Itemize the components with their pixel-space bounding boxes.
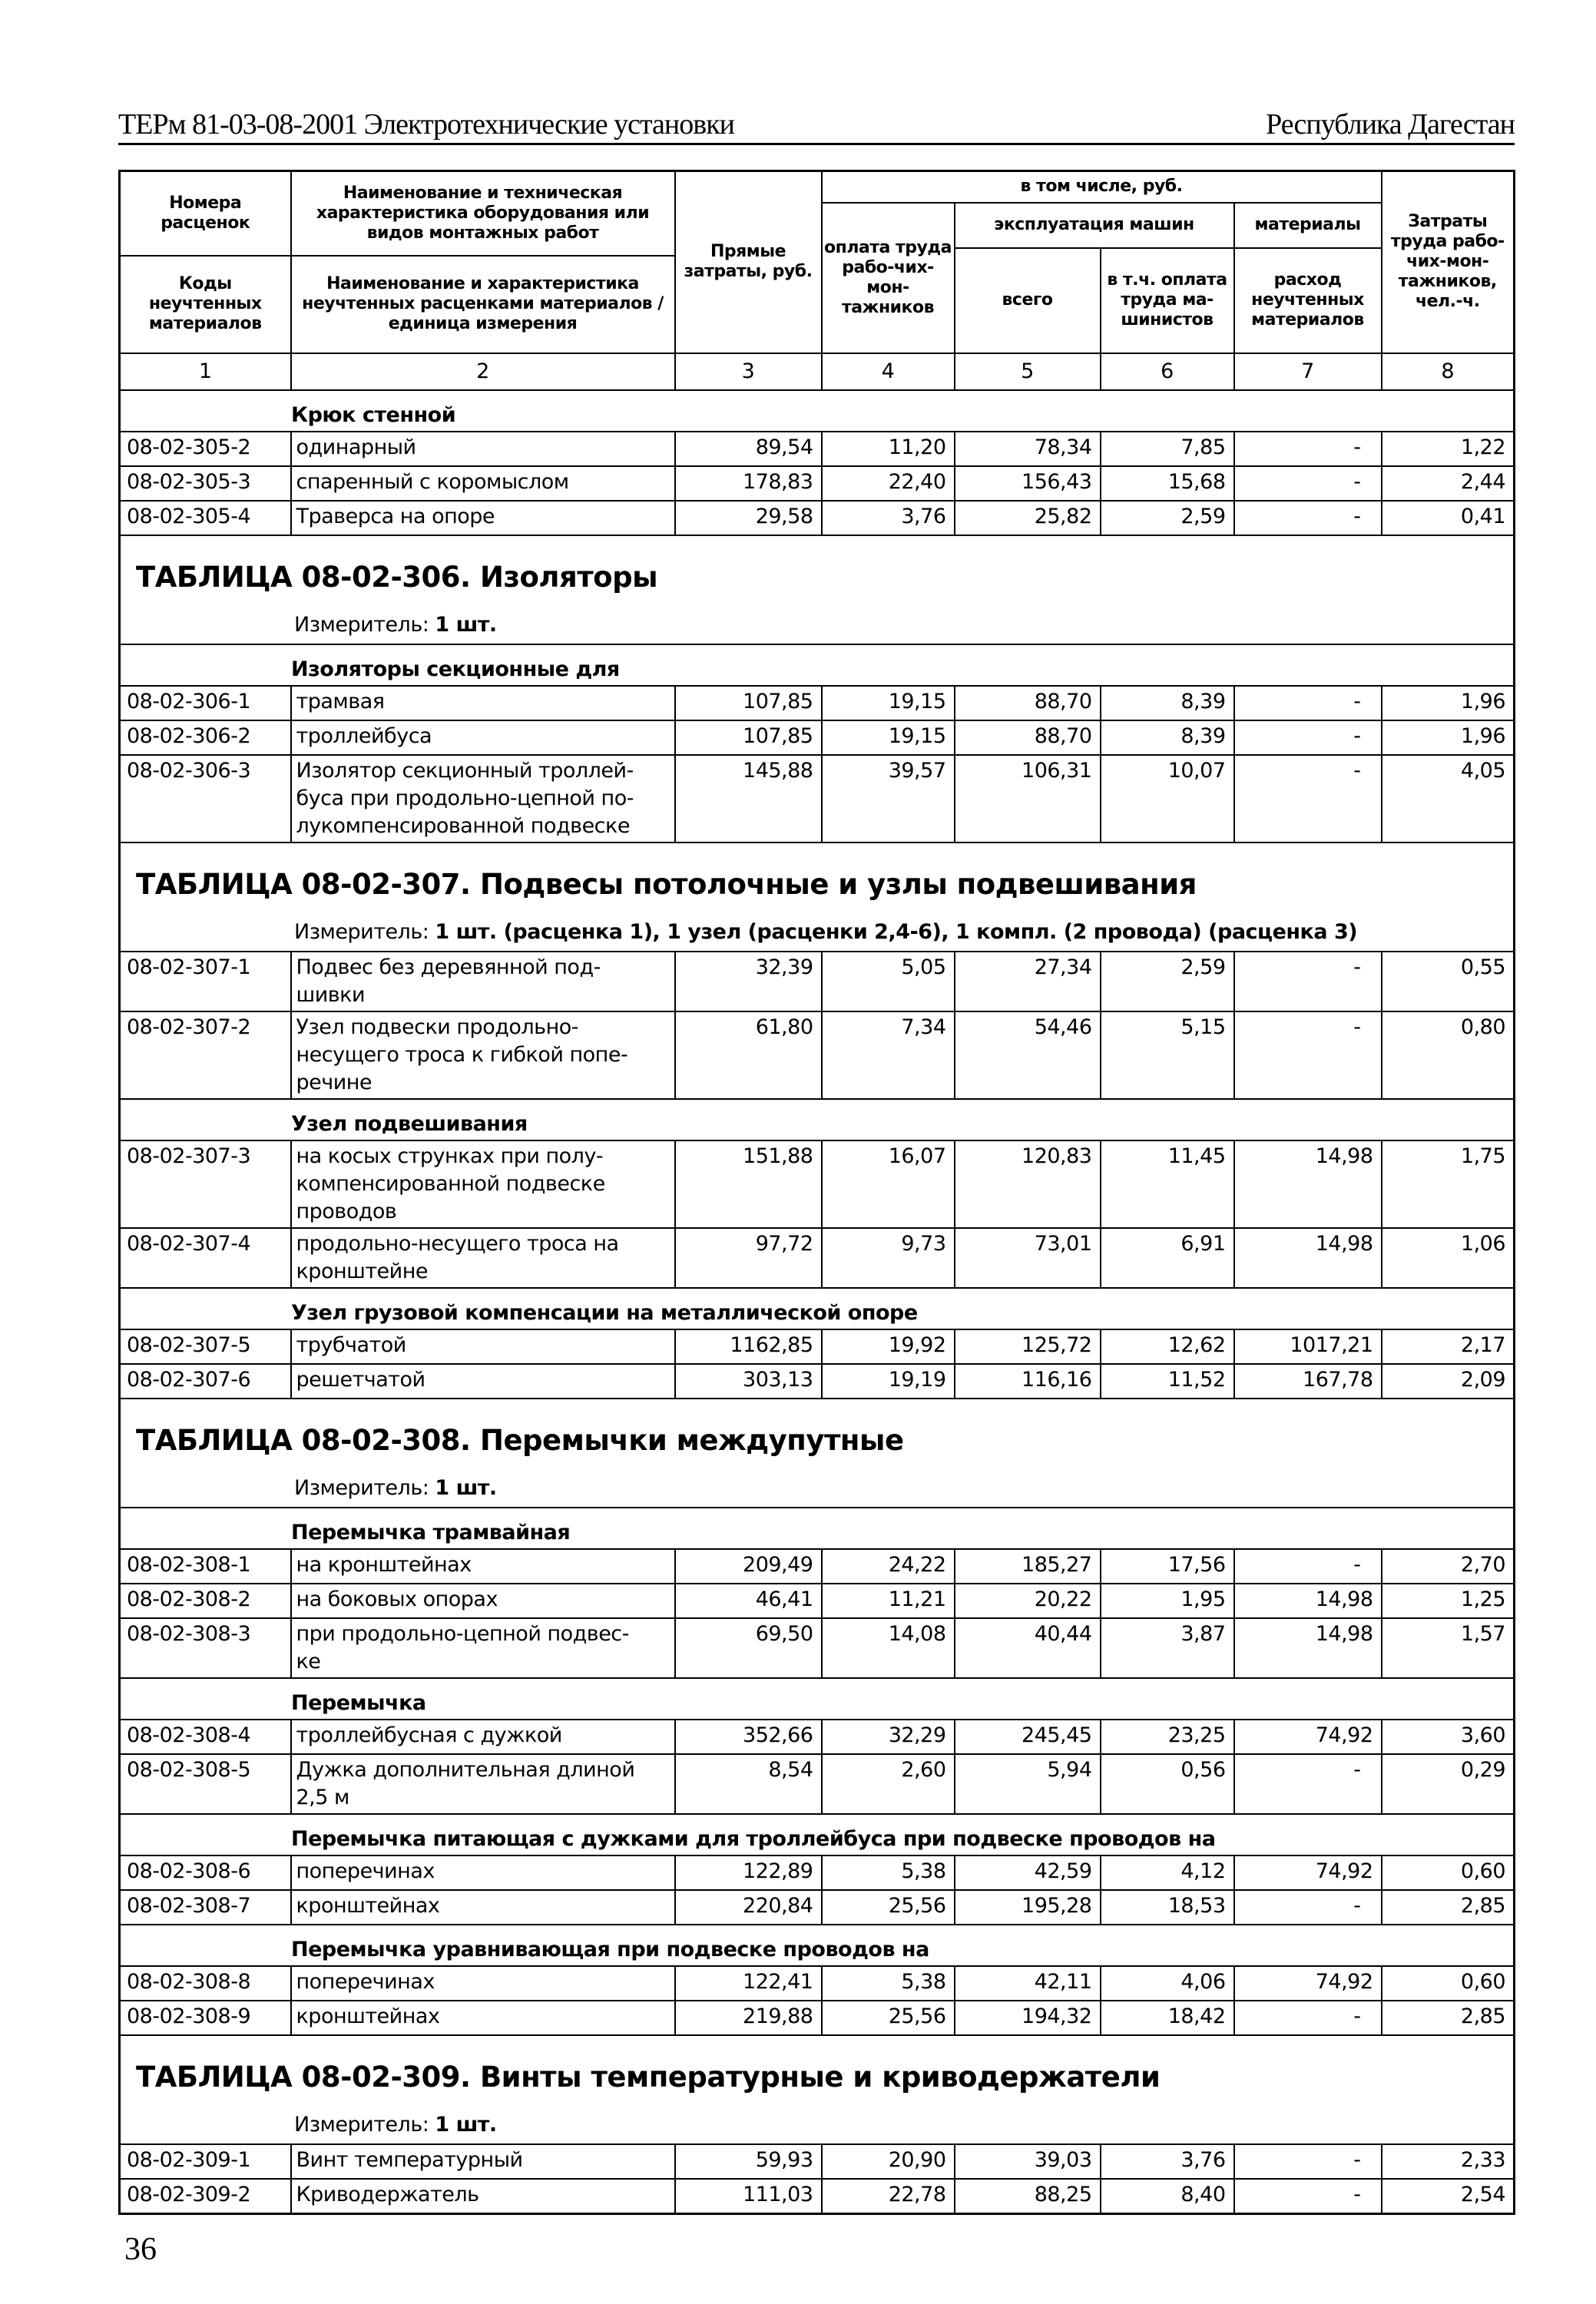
materials-cost: - — [1234, 2001, 1382, 2035]
group-title: Перемычка уравнивающая при подвеске проводов на — [120, 1925, 1515, 1966]
table-row — [120, 755, 1515, 842]
group-title: Перемычка — [120, 1678, 1515, 1720]
work-name: трамвая — [291, 686, 675, 720]
rate-code: 08-02-308-2 — [120, 1584, 291, 1618]
rate-code: 08-02-308-9 — [120, 2001, 291, 2035]
rate-code: 08-02-308-4 — [120, 1720, 291, 1754]
work-name: продольно-несущего троса на кронштейне — [291, 1228, 675, 1288]
column-number: 3 — [675, 353, 822, 390]
col-header-materials: материалы — [1234, 203, 1382, 248]
worker-pay: 19,92 — [822, 1329, 955, 1364]
group-title: Изоляторы секционные для — [120, 644, 1515, 686]
work-name: решетчатой — [291, 1364, 675, 1399]
group-title: Узел подвешивания — [120, 1099, 1515, 1140]
materials-cost: - — [1234, 432, 1382, 466]
col-header-rate-numbers: Номера расценок — [120, 171, 291, 256]
machines-total: 27,34 — [955, 952, 1101, 1011]
materials-cost: 74,92 — [1234, 1855, 1382, 1890]
work-name: спаренный с коромыслом — [291, 466, 675, 501]
work-name: при продольно-цепной подвес- ке — [291, 1618, 675, 1678]
labor-hours: 1,25 — [1382, 1584, 1515, 1618]
machinist-pay: 11,45 — [1101, 1140, 1234, 1228]
rate-code: 08-02-306-3 — [120, 755, 291, 842]
materials-cost: 167,78 — [1234, 1364, 1382, 1399]
machines-total: 40,44 — [955, 1618, 1101, 1678]
machines-total: 125,72 — [955, 1329, 1101, 1364]
machines-total: 116,16 — [955, 1364, 1101, 1399]
measure-value: 1 шт. (расценка 1), 1 узел (расценки 2,4-6), 1 компл. (2 провода) (расценка 3) — [435, 919, 1358, 944]
direct-costs: 219,88 — [675, 2001, 822, 2035]
col-header-machinist-pay: в т.ч. оплата труда ма-шинистов — [1101, 248, 1234, 353]
measure-label: Измеритель: — [294, 919, 435, 944]
worker-pay: 9,73 — [822, 1228, 955, 1288]
machines-total: 106,31 — [955, 755, 1101, 842]
table-row — [120, 1618, 1515, 1678]
machines-total: 20,22 — [955, 1584, 1101, 1618]
section-measure — [294, 611, 497, 639]
running-header — [118, 106, 1515, 145]
group-row — [120, 1925, 1515, 1966]
section-title: ТАБЛИЦА 08-02-309. Винты температурные и криводержатели — [136, 2060, 1161, 2094]
machines-total: 88,70 — [955, 720, 1101, 755]
section-title: ТАБЛИЦА 08-02-306. Изоляторы — [136, 560, 658, 594]
worker-pay: 11,20 — [822, 432, 955, 466]
machinist-pay: 7,85 — [1101, 432, 1234, 466]
machines-total: 185,27 — [955, 1549, 1101, 1584]
direct-costs: 220,84 — [675, 1890, 822, 1925]
labor-hours: 2,44 — [1382, 466, 1515, 501]
work-name: одинарный — [291, 432, 675, 466]
col-header-machines-total: всего — [955, 248, 1101, 353]
table-row — [120, 952, 1515, 1011]
column-numbers-row — [120, 353, 1515, 390]
group-row — [120, 644, 1515, 686]
table-row — [120, 2001, 1515, 2035]
section-measure — [294, 1475, 497, 1502]
worker-pay: 25,56 — [822, 2001, 955, 2035]
machinist-pay: 12,62 — [1101, 1329, 1234, 1364]
table-row — [120, 2144, 1515, 2179]
group-row — [120, 1288, 1515, 1329]
work-name: кронштейнах — [291, 2001, 675, 2035]
direct-costs: 352,66 — [675, 1720, 822, 1754]
work-name: троллейбуса — [291, 720, 675, 755]
materials-cost: 14,98 — [1234, 1228, 1382, 1288]
labor-hours: 2,70 — [1382, 1549, 1515, 1584]
worker-pay: 7,34 — [822, 1011, 955, 1099]
rate-code: 08-02-308-1 — [120, 1549, 291, 1584]
materials-cost: - — [1234, 1011, 1382, 1099]
worker-pay: 22,78 — [822, 2179, 955, 2214]
labor-hours: 2,85 — [1382, 2001, 1515, 2035]
table-row — [120, 720, 1515, 755]
section-title: ТАБЛИЦА 08-02-308. Перемычки междупутные — [136, 1423, 904, 1457]
direct-costs: 8,54 — [675, 1754, 822, 1814]
machines-total: 194,32 — [955, 2001, 1101, 2035]
labor-hours: 2,33 — [1382, 2144, 1515, 2179]
column-number: 2 — [291, 353, 675, 390]
labor-hours: 0,29 — [1382, 1754, 1515, 1814]
col-header-worker-pay: оплата труда рабо-чих-мон-тажников — [822, 203, 955, 353]
materials-cost: - — [1234, 501, 1382, 535]
table-section-heading — [120, 842, 1515, 952]
worker-pay: 2,60 — [822, 1754, 955, 1814]
machines-total: 88,70 — [955, 686, 1101, 720]
machinist-pay: 17,56 — [1101, 1549, 1234, 1584]
materials-cost: - — [1234, 952, 1382, 1011]
machines-total: 88,25 — [955, 2179, 1101, 2214]
direct-costs: 97,72 — [675, 1228, 822, 1288]
work-name: Дужка дополнительная длиной 2,5 м — [291, 1754, 675, 1814]
machinist-pay: 1,95 — [1101, 1584, 1234, 1618]
worker-pay: 20,90 — [822, 2144, 955, 2179]
materials-cost: - — [1234, 755, 1382, 842]
group-title: Крюк стенной — [120, 390, 1515, 432]
worker-pay: 25,56 — [822, 1890, 955, 1925]
direct-costs: 29,58 — [675, 501, 822, 535]
direct-costs: 151,88 — [675, 1140, 822, 1228]
worker-pay: 19,15 — [822, 720, 955, 755]
machinist-pay: 5,15 — [1101, 1011, 1234, 1099]
worker-pay: 5,05 — [822, 952, 955, 1011]
labor-hours: 2,85 — [1382, 1890, 1515, 1925]
measure-label: Измеритель: — [294, 612, 435, 637]
work-name: троллейбусная с дужкой — [291, 1720, 675, 1754]
table-row — [120, 686, 1515, 720]
section-heading-cell — [120, 1399, 1515, 1508]
worker-pay: 22,40 — [822, 466, 955, 501]
table-row — [120, 1140, 1515, 1228]
direct-costs: 303,13 — [675, 1364, 822, 1399]
direct-costs: 89,54 — [675, 432, 822, 466]
group-row — [120, 1678, 1515, 1720]
work-name: Траверса на опоре — [291, 501, 675, 535]
group-row — [120, 1508, 1515, 1549]
group-title: Узел грузовой компенсации на металлической опоре — [120, 1288, 1515, 1329]
table-section-heading — [120, 535, 1515, 644]
work-name: на косых струнках при полу- компенсированной подвеске проводов — [291, 1140, 675, 1228]
table-row — [120, 1720, 1515, 1754]
work-name: трубчатой — [291, 1329, 675, 1364]
machines-total: 25,82 — [955, 501, 1101, 535]
group-row — [120, 1099, 1515, 1140]
group-row — [120, 1814, 1515, 1855]
machinist-pay: 3,76 — [1101, 2144, 1234, 2179]
column-number: 6 — [1101, 353, 1234, 390]
col-header-machines: эксплуатация машин — [955, 203, 1234, 248]
table-row — [120, 1228, 1515, 1288]
table-row — [120, 1329, 1515, 1364]
rate-code: 08-02-308-7 — [120, 1890, 291, 1925]
rate-code: 08-02-309-2 — [120, 2179, 291, 2214]
work-name: поперечинах — [291, 1855, 675, 1890]
machines-total: 120,83 — [955, 1140, 1101, 1228]
measure-label: Измеритель: — [294, 1475, 435, 1500]
document-title: ТЕРм 81-03-08-2001 Электротехнические установки — [118, 108, 734, 141]
rate-code: 08-02-306-1 — [120, 686, 291, 720]
machines-total: 42,59 — [955, 1855, 1101, 1890]
materials-cost: - — [1234, 686, 1382, 720]
materials-cost: 74,92 — [1234, 1966, 1382, 2001]
labor-hours: 2,09 — [1382, 1364, 1515, 1399]
column-number: 8 — [1382, 353, 1515, 390]
labor-hours: 3,60 — [1382, 1720, 1515, 1754]
direct-costs: 1162,85 — [675, 1329, 822, 1364]
measure-value: 1 шт. — [435, 2112, 497, 2137]
machinist-pay: 10,07 — [1101, 755, 1234, 842]
page-number: 36 — [124, 2232, 157, 2267]
worker-pay: 32,29 — [822, 1720, 955, 1754]
column-number: 7 — [1234, 353, 1382, 390]
column-number: 5 — [955, 353, 1101, 390]
labor-hours: 0,41 — [1382, 501, 1515, 535]
work-name: кронштейнах — [291, 1890, 675, 1925]
direct-costs: 46,41 — [675, 1584, 822, 1618]
group-title: Перемычка питающая с дужками для троллейбуса при подвеске проводов на — [120, 1814, 1515, 1855]
machinist-pay: 8,39 — [1101, 686, 1234, 720]
worker-pay: 16,07 — [822, 1140, 955, 1228]
direct-costs: 178,83 — [675, 466, 822, 501]
measure-label: Измеритель: — [294, 2112, 435, 2137]
direct-costs: 61,80 — [675, 1011, 822, 1099]
machinist-pay: 2,59 — [1101, 501, 1234, 535]
machinist-pay: 23,25 — [1101, 1720, 1234, 1754]
direct-costs: 209,49 — [675, 1549, 822, 1584]
labor-hours: 1,75 — [1382, 1140, 1515, 1228]
rate-code: 08-02-305-4 — [120, 501, 291, 535]
col-header-direct-costs: Прямые затраты, руб. — [675, 171, 822, 353]
col-header-including: в том числе, руб. — [822, 171, 1382, 203]
materials-cost: - — [1234, 1549, 1382, 1584]
rate-code: 08-02-307-2 — [120, 1011, 291, 1099]
table-row — [120, 1890, 1515, 1925]
materials-cost: 1017,21 — [1234, 1329, 1382, 1364]
rate-code: 08-02-308-3 — [120, 1618, 291, 1678]
work-name: Подвес без деревянной под- шивки — [291, 952, 675, 1011]
col-header-work-name: Наименование и техническая характеристика оборудования или видов монтажных работ — [291, 171, 675, 256]
machines-total: 54,46 — [955, 1011, 1101, 1099]
rate-code: 08-02-305-2 — [120, 432, 291, 466]
worker-pay: 3,76 — [822, 501, 955, 535]
section-heading-cell — [120, 842, 1515, 952]
worker-pay: 11,21 — [822, 1584, 955, 1618]
rate-code: 08-02-307-3 — [120, 1140, 291, 1228]
col-header-material-name: Наименование и характеристика неучтенных расценками материалов / единица измерения — [291, 256, 675, 353]
worker-pay: 24,22 — [822, 1549, 955, 1584]
column-number: 1 — [120, 353, 291, 390]
work-name: на боковых опорах — [291, 1584, 675, 1618]
region-label: Республика Дагестан — [1266, 108, 1515, 141]
table-row — [120, 1966, 1515, 2001]
col-header-labor-hours: Затраты труда рабо-чих-мон-тажников, чел.-ч. — [1382, 171, 1515, 353]
machinist-pay: 0,56 — [1101, 1754, 1234, 1814]
table-section-heading — [120, 2035, 1515, 2144]
table-row — [120, 1011, 1515, 1099]
table-row — [120, 2179, 1515, 2214]
rate-code: 08-02-307-4 — [120, 1228, 291, 1288]
direct-costs: 122,89 — [675, 1855, 822, 1890]
rate-code: 08-02-307-1 — [120, 952, 291, 1011]
table-row — [120, 466, 1515, 501]
materials-cost: - — [1234, 720, 1382, 755]
direct-costs: 69,50 — [675, 1618, 822, 1678]
rate-code: 08-02-307-5 — [120, 1329, 291, 1364]
group-title: Перемычка трамвайная — [120, 1508, 1515, 1549]
machinist-pay: 2,59 — [1101, 952, 1234, 1011]
machines-total: 42,11 — [955, 1966, 1101, 2001]
worker-pay: 39,57 — [822, 755, 955, 842]
materials-cost: - — [1234, 466, 1382, 501]
machinist-pay: 4,06 — [1101, 1966, 1234, 2001]
machines-total: 39,03 — [955, 2144, 1101, 2179]
rate-code: 08-02-306-2 — [120, 720, 291, 755]
labor-hours: 4,05 — [1382, 755, 1515, 842]
work-name: Узел подвески продольно- несущего троса к гибкой попе- речине — [291, 1011, 675, 1099]
materials-cost: 14,98 — [1234, 1140, 1382, 1228]
direct-costs: 59,93 — [675, 2144, 822, 2179]
materials-cost: 74,92 — [1234, 1720, 1382, 1754]
machines-total: 156,43 — [955, 466, 1101, 501]
work-name: Изолятор секционный троллей- буса при продольно-цепной по- лукомпенсированной подвеске — [291, 755, 675, 842]
machines-total: 5,94 — [955, 1754, 1101, 1814]
machinist-pay: 4,12 — [1101, 1855, 1234, 1890]
direct-costs: 145,88 — [675, 755, 822, 842]
machinist-pay: 6,91 — [1101, 1228, 1234, 1288]
direct-costs: 107,85 — [675, 686, 822, 720]
materials-cost: 14,98 — [1234, 1584, 1382, 1618]
table-row — [120, 1754, 1515, 1814]
labor-hours: 0,60 — [1382, 1966, 1515, 2001]
price-table — [118, 170, 1515, 2215]
group-row — [120, 390, 1515, 432]
table-row — [120, 1364, 1515, 1399]
work-name: Винт температурный — [291, 2144, 675, 2179]
materials-cost: 14,98 — [1234, 1618, 1382, 1678]
rate-code: 08-02-309-1 — [120, 2144, 291, 2179]
machinist-pay: 8,39 — [1101, 720, 1234, 755]
machinist-pay: 3,87 — [1101, 1618, 1234, 1678]
machines-total: 245,45 — [955, 1720, 1101, 1754]
labor-hours: 1,57 — [1382, 1618, 1515, 1678]
section-heading-cell — [120, 535, 1515, 644]
table-row — [120, 432, 1515, 466]
direct-costs: 32,39 — [675, 952, 822, 1011]
rate-code: 08-02-308-5 — [120, 1754, 291, 1814]
labor-hours: 2,17 — [1382, 1329, 1515, 1364]
labor-hours: 0,80 — [1382, 1011, 1515, 1099]
machinist-pay: 18,42 — [1101, 2001, 1234, 2035]
table-row — [120, 1855, 1515, 1890]
labor-hours: 2,54 — [1382, 2179, 1515, 2214]
col-header-material-codes: Коды неучтенных материалов — [120, 256, 291, 353]
labor-hours: 0,60 — [1382, 1855, 1515, 1890]
rate-code: 08-02-307-6 — [120, 1364, 291, 1399]
table-row — [120, 501, 1515, 535]
rate-code: 08-02-305-3 — [120, 466, 291, 501]
machines-total: 195,28 — [955, 1890, 1101, 1925]
machinist-pay: 18,53 — [1101, 1890, 1234, 1925]
column-number: 4 — [822, 353, 955, 390]
labor-hours: 1,06 — [1382, 1228, 1515, 1288]
direct-costs: 111,03 — [675, 2179, 822, 2214]
rate-code: 08-02-308-8 — [120, 1966, 291, 2001]
table-row — [120, 1549, 1515, 1584]
worker-pay: 5,38 — [822, 1855, 955, 1890]
section-measure — [294, 2111, 497, 2139]
machinist-pay: 8,40 — [1101, 2179, 1234, 2214]
table-section-heading — [120, 1399, 1515, 1508]
direct-costs: 107,85 — [675, 720, 822, 755]
machinist-pay: 15,68 — [1101, 466, 1234, 501]
labor-hours: 0,55 — [1382, 952, 1515, 1011]
work-name: на кронштейнах — [291, 1549, 675, 1584]
col-header-unaccounted-materials: расход неучтенных материалов — [1234, 248, 1382, 353]
labor-hours: 1,22 — [1382, 432, 1515, 466]
section-title: ТАБЛИЦА 08-02-307. Подвесы потолочные и узлы подвешивания — [136, 867, 1197, 901]
machines-total: 73,01 — [955, 1228, 1101, 1288]
labor-hours: 1,96 — [1382, 720, 1515, 755]
measure-value: 1 шт. — [435, 1475, 497, 1500]
rate-code: 08-02-308-6 — [120, 1855, 291, 1890]
table-row — [120, 1584, 1515, 1618]
section-measure — [294, 919, 1357, 946]
worker-pay: 14,08 — [822, 1618, 955, 1678]
materials-cost: - — [1234, 2144, 1382, 2179]
materials-cost: - — [1234, 1754, 1382, 1814]
section-heading-cell — [120, 2035, 1515, 2144]
measure-value: 1 шт. — [435, 612, 497, 637]
materials-cost: - — [1234, 1890, 1382, 1925]
work-name: поперечинах — [291, 1966, 675, 2001]
direct-costs: 122,41 — [675, 1966, 822, 2001]
machinist-pay: 11,52 — [1101, 1364, 1234, 1399]
labor-hours: 1,96 — [1382, 686, 1515, 720]
machines-total: 78,34 — [955, 432, 1101, 466]
materials-cost: - — [1234, 2179, 1382, 2214]
work-name: Криводержатель — [291, 2179, 675, 2214]
worker-pay: 5,38 — [822, 1966, 955, 2001]
worker-pay: 19,15 — [822, 686, 955, 720]
worker-pay: 19,19 — [822, 1364, 955, 1399]
